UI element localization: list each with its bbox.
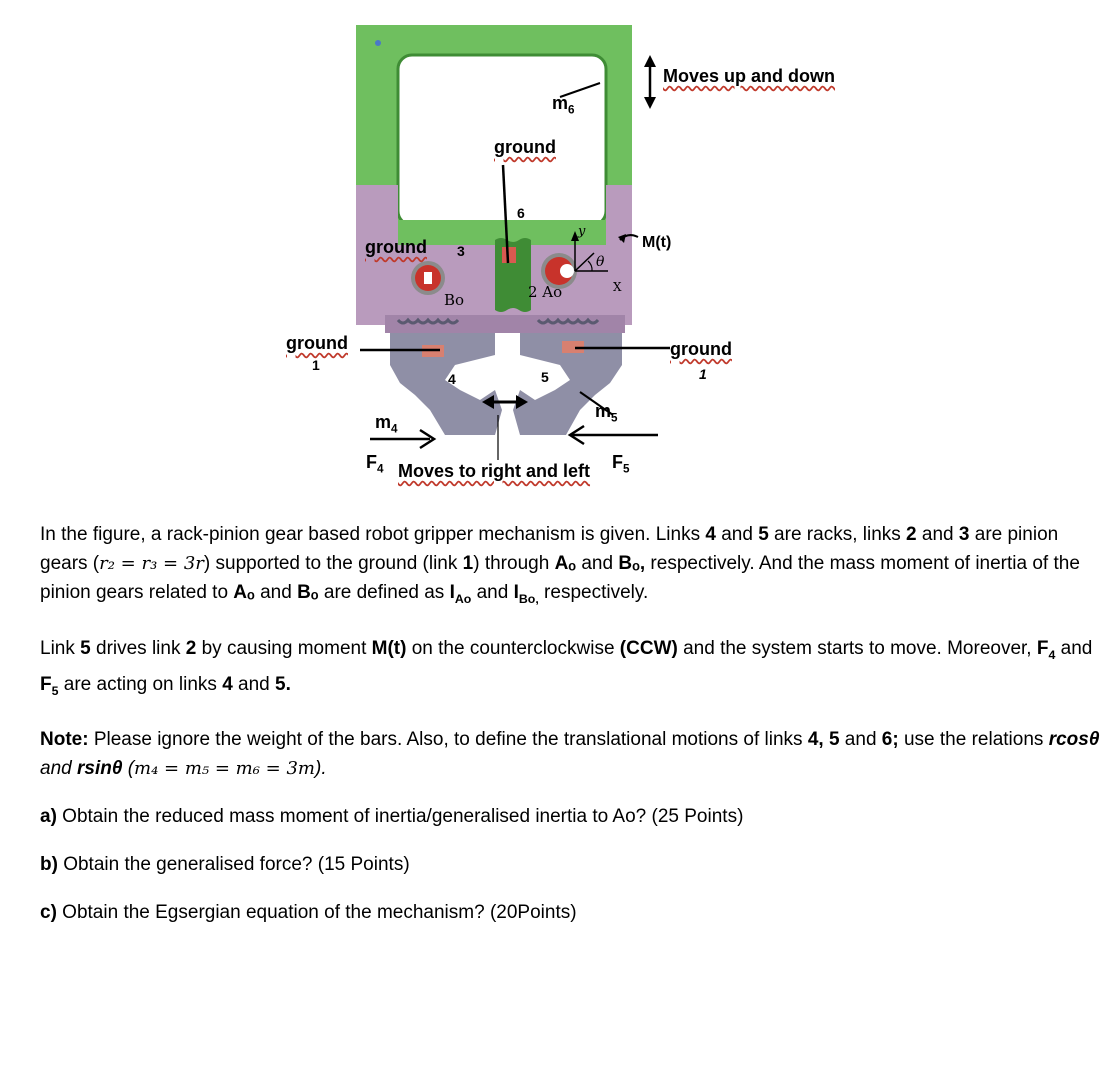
paragraph-intro: In the figure, a rack-pinion gear based robot gripper mechanism is given. Links 4 and 5 are racks, links 2 and 3 are pinion gears (r₂ = r₃ = 3r) supported to the ground (link 1) through Aₒ and Bₒ, respectively. And the mass moment of inertia of the pinion gears related to Aₒ and Bₒ are defined as $I_{Ao}$ and $I_{Bo,}$ respectively. (40, 524, 1080, 606)
label-link-3: 3 (457, 243, 465, 259)
mechanism-drawing (270, 15, 870, 505)
label-ground-1-left: ground (286, 333, 348, 353)
label-theta: θ (596, 254, 605, 270)
label-ground-top: ground (494, 137, 556, 157)
label-moves-up-down: Moves up and down (663, 66, 836, 86)
rack-link-4 (390, 330, 502, 435)
problem-text (40, 520, 1100, 946)
label-x-axis: X (613, 280, 622, 294)
label-y-axis: y (578, 224, 586, 239)
question-a: a) Obtain the reduced mass moment of inertia/generalised inertia to Ao? (25 Points) (40, 806, 744, 828)
label-f5: $F_5$ (612, 452, 630, 476)
mechanism-figure (270, 15, 870, 505)
label-link-5: 5 (541, 369, 549, 385)
pinion-gear-3 (411, 261, 445, 295)
question-b: b) Obtain the generalised force? (15 Points) (40, 854, 410, 876)
label-link-4: 4 (448, 371, 456, 387)
label-moment: M(t) (642, 234, 672, 251)
label-2-ao: 2 Ao (528, 283, 563, 301)
label-m6: $m_6$ (552, 93, 575, 117)
up-down-arrow-icon (644, 55, 656, 109)
question-c: c) Obtain the Egsergian equation of the mechanism? (20Points) (40, 902, 577, 924)
label-ground-left: ground (365, 237, 427, 257)
label-ground-1-right: ground (670, 339, 732, 359)
label-link-1-right: 1 (699, 366, 707, 382)
label-link-6: 6 (517, 205, 525, 221)
force-f5-arrow-icon (570, 426, 658, 444)
label-bo: Bo (444, 291, 465, 309)
label-f4: $F_4$ (366, 452, 384, 476)
label-m5: $m_5$ (595, 401, 618, 425)
paragraph-drive: Link 5 drives link 2 by causing moment M(t) on the counterclockwise (CCW) and the system starts to move. Moreover, $F_4$ and $F_5$ are acting on links 4 and 5. (40, 637, 1093, 698)
label-m4: $m_4$ (375, 412, 398, 436)
paragraph-note: Note: Please ignore the weight of the bars. Also, to define the translational motions of links 4, 5 and 6; use the relations rcosθ and rsinθ (m₄ = m₅ = m₆ = 3m). (40, 729, 1100, 780)
label-link-1-left: 1 (312, 357, 320, 373)
label-moves-right-left: Moves to right and left (398, 461, 591, 481)
